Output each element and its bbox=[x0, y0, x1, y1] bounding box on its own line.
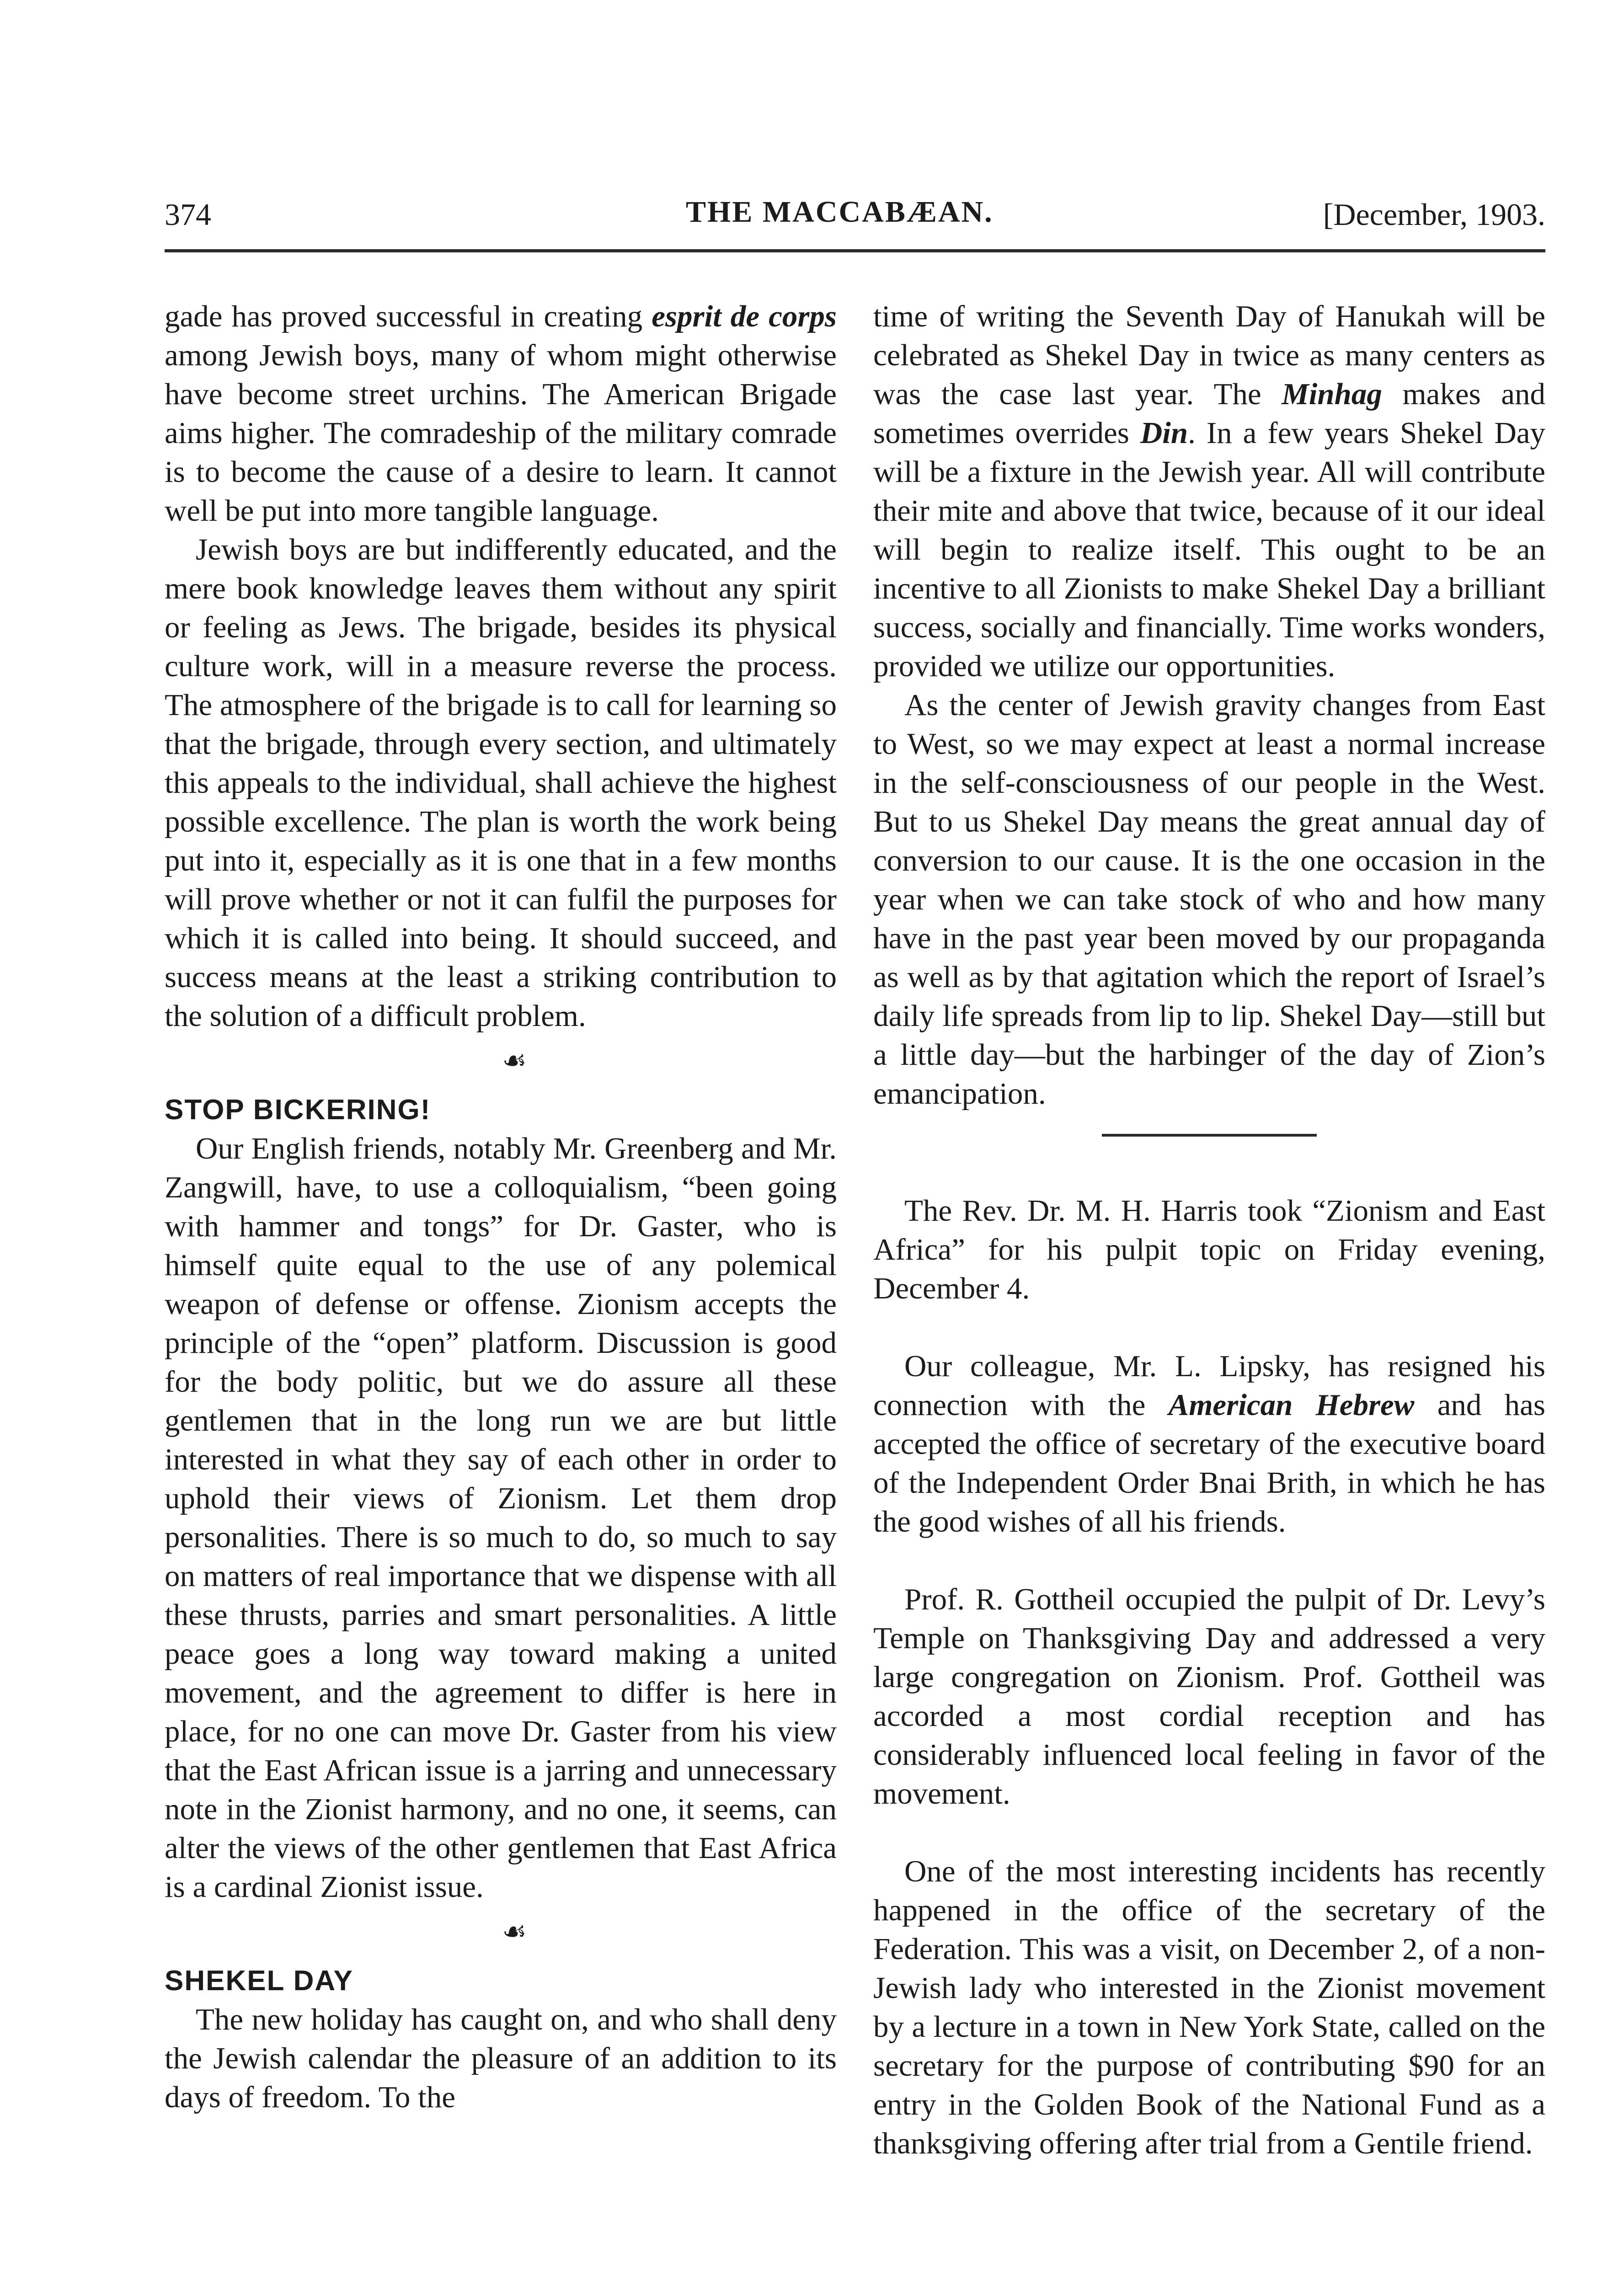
paragraph-federation-visit: One of the most interesting incidents has recently happened in the office of the secretary of the Federation. This was a visit, on December 2, of a non-Jewish lady who interested in the Zionist movement by a lecture in a town in New York State, called on the secretary for the purpose of contributing $90 for an entry in the Golden Book of the National Fund as a thanksgiving offering after trial from a Gentile friend. bbox=[873, 1854, 1545, 2160]
italic-word: Din bbox=[1140, 416, 1188, 450]
issue-date: [December, 1903. bbox=[1323, 197, 1545, 232]
paragraph-lipsky bbox=[873, 1347, 1545, 1541]
journal-title: THE MACCABÆAN. bbox=[686, 195, 994, 229]
italic-phrase: American Hebrew bbox=[1168, 1388, 1415, 1422]
italic-word: Minhag bbox=[1282, 377, 1382, 411]
paragraph-gottheil: Prof. R. Gottheil occupied the pulpit of Dr. Levy’s Temple on Thanksgiving Day and addressed a very large congregation on Zionism. Prof. Gottheil was accorded a most cordial reception and has considerably influenced local feeling in favor of the movement. bbox=[873, 1582, 1545, 1811]
header-rule bbox=[165, 249, 1545, 252]
left-column bbox=[165, 297, 837, 2117]
text-run: makes and sometimes overrides bbox=[873, 377, 1545, 450]
section-divider bbox=[1102, 1134, 1317, 1137]
fleuron-ornament: ☙ bbox=[502, 1916, 527, 1948]
text-run: and has accepted the office of secretary of the executive board of the Independent Order Bnai Brith, in which he has the good wishes of all his friends. bbox=[873, 1388, 1545, 1538]
paragraph-harris: The Rev. Dr. M. H. Harris took “Zionism and East Africa” for his pulpit topic on Friday evening, December 4. bbox=[873, 1194, 1545, 1305]
section-heading-stop-bickering: STOP BICKERING! bbox=[165, 1094, 431, 1126]
paragraph-jewish-boys: Jewish boys are but indifferently educated, and the mere book knowledge leaves them without any spirit or feeling as Jews. The brigade, besides its physical culture work, will in a measure reverse the process. The atmosphere of the brigade is to call for learning so that the brigade, through every section, and ultimately this appeals to the individual, shall achieve the highest possible excellence. The plan is worth the work being put into it, especially as it is one that in a few months will prove whether or not it can fulfil the purposes for which it is called into being. It should succeed, and success means at the least a striking contribution to the solution of a difficult problem. bbox=[165, 533, 837, 1033]
paragraph-brigade-continued bbox=[165, 297, 837, 530]
fleuron-ornament: ☙ bbox=[502, 1045, 527, 1077]
text-run: among Jewish boys, many of whom might otherwise have become street urchins. The American Brigade aims higher. The comradeship of the military comrade is to become the cause of a desire to learn. It cannot well be put into more tangible language. bbox=[165, 338, 837, 528]
right-column bbox=[873, 297, 1545, 2163]
text-run: gade has proved successful in creating bbox=[165, 299, 652, 333]
page-number: 374 bbox=[165, 197, 211, 232]
paragraph-new-holiday: The new holiday has caught on, and who shall deny the Jewish calendar the pleasure of an addition to its days of freedom. To the bbox=[165, 2003, 837, 2114]
text-run: . In a few years Shekel Day will be a fixture in the Jewish year. All will contribute their mite and above that twice, because of it our ideal will begin to realize itself. This ought to be an incentive to all Zionists to make Shekel Day a brilliant success, socially and financially. Time works wonders, provided we utilize our opportunities. bbox=[873, 416, 1545, 683]
paragraph-english-friends: Our English friends, notably Mr. Greenberg and Mr. Zangwill, have, to use a colloquialism, “been going with hammer and tongs” for Dr. Gaster, who is himself quite equal to the use of any polemical weapon of defense or offense. Zionism accepts the principle of the “open” platform. Discussion is good for the body politic, but we do assure all these gentlemen that in the long run we are but little interested in what they say of each other in order to uphold their views of Zionism. Let them drop personalities. There is so much to do, so much to say on matters of real importance that we dispense with all these thrusts, parries and smart personalities. A little peace goes a long way toward making a united movement, and the agreement to differ is here in place, for no one can move Dr. Gaster from his view that the East African issue is a jarring and unnecessary note in the Zionist harmony, and no one, it seems, can alter the views of the other gentlemen that East Africa is a cardinal Zionist issue. bbox=[165, 1132, 837, 1904]
running-header bbox=[165, 192, 1545, 238]
paragraph-center-of-gravity: As the center of Jewish gravity changes from East to West, so we may expect at least a normal increase in the self-consciousness of our people in the West. But to us Shekel Day means the great annual day of conversion to our cause. It is the one occasion in the year when we can take stock of who and how many have in the past year been moved by our propaganda as well as by that agitation which the report of Israel’s daily life spreads from lip to lip. Shekel Day—still but a little day—but the harbinger of the day of Zion’s emancipation. bbox=[873, 688, 1545, 1111]
text-run: time of writing the Seventh Day of Hanukah will be celebrated as Shekel Day in twice as many centers as was the case last year. The bbox=[873, 299, 1545, 411]
paragraph-shekel-day-continued bbox=[873, 297, 1545, 686]
section-heading-shekel-day: SHEKEL DAY bbox=[165, 1965, 353, 1997]
text-run: Our colleague, Mr. L. Lipsky, has resigned his connection with the bbox=[873, 1349, 1545, 1422]
italic-phrase: esprit de corps bbox=[652, 299, 837, 333]
